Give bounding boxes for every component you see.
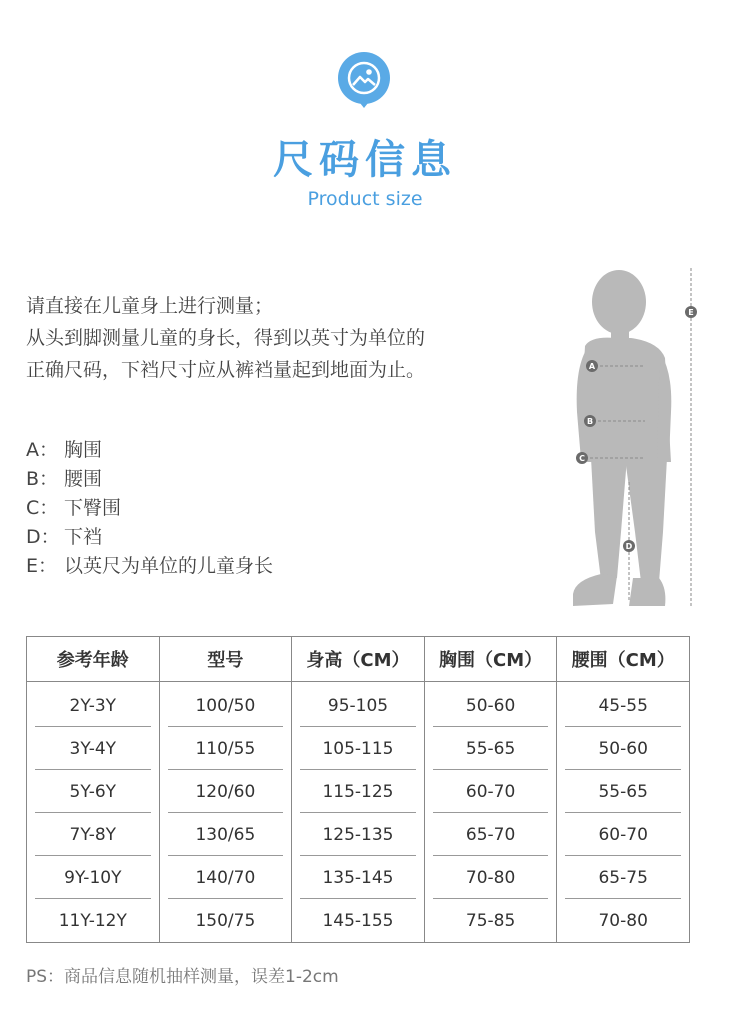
table-cell: 150/75 [159,899,292,943]
table-cell: 120/60 [159,770,292,813]
legend-label: 胸围 [64,439,103,461]
legend-item [26,523,546,552]
legend-item [26,436,546,465]
table-cell: 110/55 [159,727,292,770]
instruction-line: 正确尺码，下裆尺寸应从裤裆量起到地面为止。 [26,359,426,381]
legend-key: D： [26,526,60,548]
table-cell: 9Y-10Y [27,856,160,899]
table-cell: 45-55 [557,682,690,728]
table-cell: 50-60 [557,727,690,770]
table-cell: 65-75 [557,856,690,899]
table-cell: 11Y-12Y [27,899,160,943]
svg-text:E: E [688,308,694,317]
table-cell: 3Y-4Y [27,727,160,770]
legend-key: A： [26,439,58,461]
instruction-line: 请直接在儿童身上进行测量； [26,295,274,317]
child-silhouette-figure [555,262,715,617]
table-cell: 60-70 [424,770,557,813]
instruction-line: 从头到脚测量儿童的身长，得到以英寸为单位的 [26,327,426,349]
table-cell: 135-145 [292,856,425,899]
image-pin-icon [336,52,392,108]
legend-key: B： [26,468,59,490]
legend-label: 腰围 [64,468,103,490]
page-title: 尺码信息 [273,137,457,183]
table-row [27,856,690,899]
table-cell: 55-65 [424,727,557,770]
child-silhouette [573,270,671,606]
size-table [26,636,690,943]
legend-label: 下臀围 [64,497,122,519]
table-header-row [27,637,690,682]
table-cell: 70-80 [424,856,557,899]
legend-item [26,552,546,581]
table-cell: 95-105 [292,682,425,728]
legend-label: 下裆 [64,526,103,548]
marker-d [623,540,635,552]
table-cell: 130/65 [159,813,292,856]
column-header: 腰围（CM） [557,637,690,682]
table-cell: 60-70 [557,813,690,856]
table-cell: 75-85 [424,899,557,943]
table-row [27,813,690,856]
column-header: 胸围（CM） [424,637,557,682]
legend-item [26,494,546,523]
table-cell: 55-65 [557,770,690,813]
legend-label: 以英尺为单位的儿童身长 [64,555,274,577]
table-row [27,727,690,770]
marker-e [685,306,697,318]
measurement-legend [26,436,546,581]
measurement-instructions [26,290,546,386]
table-cell: 100/50 [159,682,292,728]
table-row [27,682,690,728]
legend-key: C： [26,497,59,519]
marker-c [576,452,588,464]
page-subtitle: Product size [307,188,423,210]
marker-b [584,415,596,427]
table-cell: 70-80 [557,899,690,943]
legend-item [26,465,546,494]
table-row [27,899,690,943]
table-cell: 2Y-3Y [27,682,160,728]
marker-a [586,360,598,372]
table-cell: 5Y-6Y [27,770,160,813]
svg-text:A: A [588,362,596,371]
svg-text:B: B [586,417,594,426]
table-row [27,770,690,813]
table-cell: 7Y-8Y [27,813,160,856]
column-header: 身高（CM） [292,637,425,682]
table-cell: 145-155 [292,899,425,943]
column-header: 参考年龄 [27,637,160,682]
table-cell: 105-115 [292,727,425,770]
footnote: PS：商品信息随机抽样测量，误差1-2cm [26,967,339,987]
svg-text:D: D [625,542,633,551]
table-cell: 140/70 [159,856,292,899]
table-cell: 125-135 [292,813,425,856]
legend-key: E： [26,555,58,577]
table-cell: 65-70 [424,813,557,856]
table-cell: 115-125 [292,770,425,813]
table-cell: 50-60 [424,682,557,728]
svg-text:C: C [579,454,585,463]
column-header: 型号 [159,637,292,682]
